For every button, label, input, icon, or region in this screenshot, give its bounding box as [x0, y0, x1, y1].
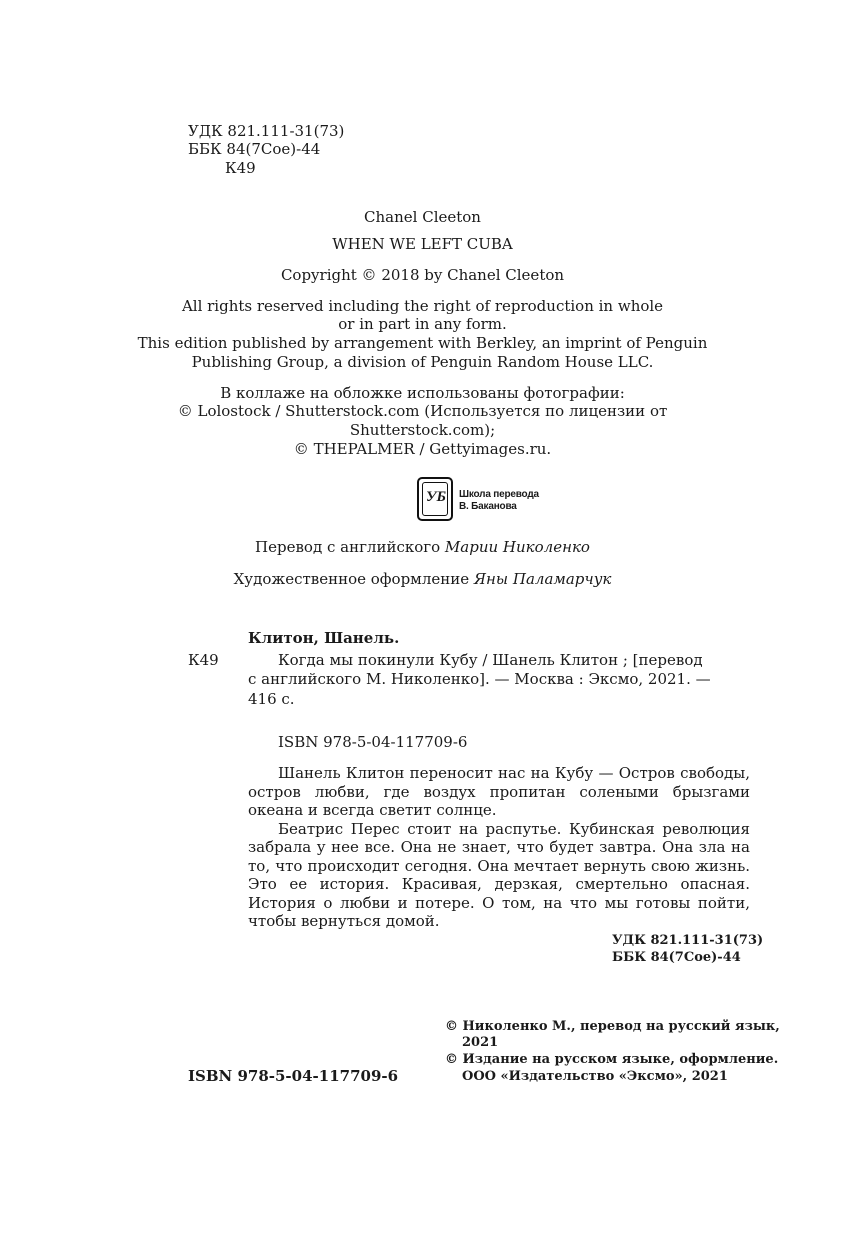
annotation-paragraph: Беатрис Перес стоит на распутье. Кубинская революция забрала у нее все. Она не знает, что будет завтра. Она зла на то, что происходит сегодня. Она мечтает вернуть свою жизнь. Это ее история. Красивая, дерзкая, смертельно опасная. История о любви и потере. О том, на что мы готовы пойти, чтобы вернуться домой. [248, 819, 750, 930]
footer-copyright: © Издание на русском языке, оформление. [445, 1052, 779, 1067]
photo-credit-line: Shutterstock.com); [349, 421, 496, 439]
rights-line: Publishing Group, a division of Penguin Random House LLC. [191, 353, 654, 371]
logo-frame [422, 482, 448, 516]
translation-school-logo-icon [417, 477, 453, 521]
annotation-paragraph: Шанель Клитон переносит нас на Кубу — Остров свободы, остров любви, где воздух пропитан солеными брызгами океана и всегда светит солнце. [248, 764, 750, 819]
translation-credit [0, 538, 845, 556]
bibliographic-mark: К49 [188, 651, 219, 669]
bibliographic-line: Когда мы покинули Кубу / Шанель Клитон ; [перевод [278, 651, 703, 669]
footer-isbn: ISBN 978-5-04-117709-6 [188, 1067, 399, 1085]
bbk-code: ББК 84(7Сое)-44 [188, 140, 321, 158]
photo-credit-line: В коллаже на обложке использованы фотографии: [220, 384, 625, 402]
logo-caption [459, 489, 539, 513]
author-mark: К49 [225, 159, 256, 177]
bibliographic-isbn: ISBN 978-5-04-117709-6 [278, 733, 468, 751]
copyright-line: Copyright © 2018 by Chanel Cleeton [280, 266, 565, 284]
photo-credit-line: © Lolostock / Shutterstock.com (Используется по лицензии от [177, 402, 668, 420]
footer-copyright: ООО «Издательство «Эксмо», 2021 [462, 1069, 728, 1084]
design-label: Художественное оформление [233, 570, 474, 588]
annotation-bbk: ББК 84(7Сое)-44 [612, 950, 741, 965]
footer-copyright: 2021 [462, 1035, 499, 1050]
rights-line: All rights reserved including the right of reproduction in whole [181, 297, 664, 315]
original-title: WHEN WE LEFT CUBA [332, 235, 513, 253]
logo-monogram: УБ [426, 489, 446, 505]
bibliographic-heading: Клитон, Шанель. [248, 629, 400, 647]
translator-name: Марии Николенко [444, 538, 590, 556]
designer-name: Яны Паламарчук [473, 570, 612, 588]
logo-caption-line: Школа перевода [459, 489, 539, 500]
bibliographic-line: с английского М. Николенко]. — Москва : Эксмо, 2021. — [248, 670, 711, 688]
rights-line: This edition published by arrangement with Berkley, an imprint of Penguin [137, 334, 708, 352]
annotation-udk: УДК 821.111-31(73) [612, 933, 764, 948]
footer-copyright: © Николенко М., перевод на русский язык, [445, 1019, 780, 1034]
photo-credit-line: © THEPALMER / Gettyimages.ru. [293, 440, 552, 458]
logo-caption-line: В. Баканова [459, 501, 517, 512]
bibliographic-line: 416 с. [248, 690, 295, 708]
rights-line: or in part in any form. [338, 315, 507, 333]
original-author: Chanel Cleeton [364, 208, 481, 226]
translation-label: Перевод с английского [255, 538, 445, 556]
annotation [248, 764, 750, 931]
design-credit [0, 570, 845, 588]
udk-code: УДК 821.111-31(73) [188, 122, 345, 140]
